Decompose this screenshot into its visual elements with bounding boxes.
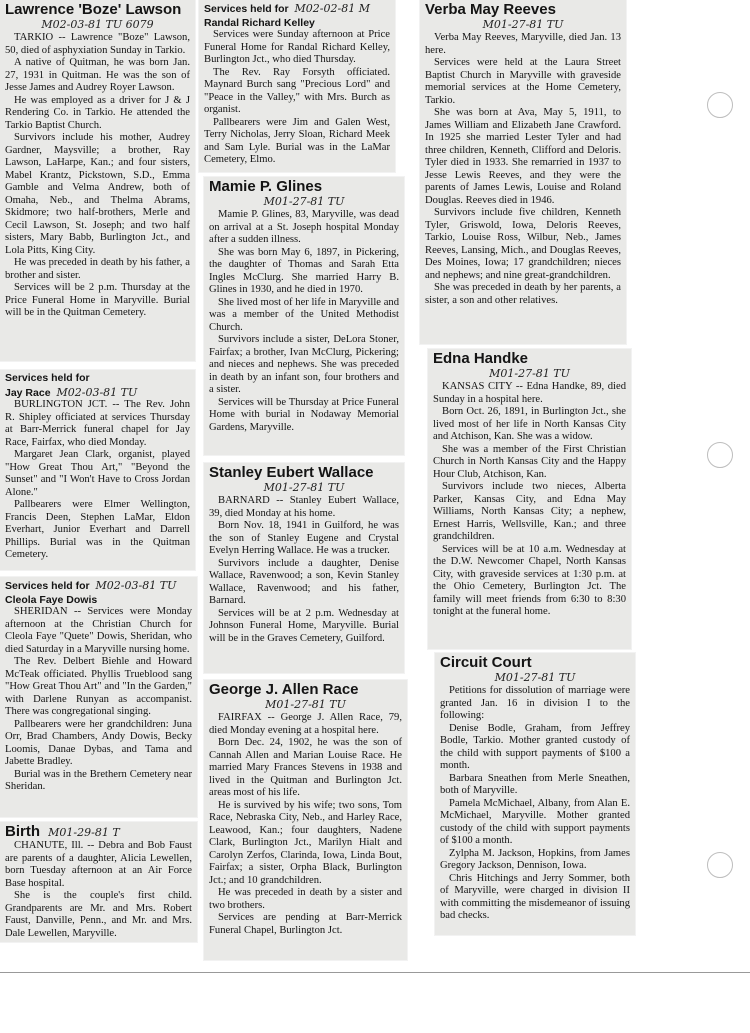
- paragraph: Mamie P. Glines, 83, Maryville, was dead on arrival at a St. Joseph hospital Monday after a sudden illness.: [209, 209, 399, 245]
- paragraph: She lived most of her life in Maryville and was a member of the United Methodist Church.: [209, 296, 399, 333]
- paragraph: She is the couple's first child. Grandparents are Mr. and Mrs. Robert Faust, Danville, Penn., and Mr. and Mrs. Dale Lewellen, Maryville.: [5, 890, 192, 939]
- paragraph: Survivors include a daughter, Denise Wallace, Ravenwood; a son, Kevin Stanley Wallace, Ravenwood; and his father, Barnard.: [209, 557, 399, 606]
- paragraph: Petitions for dissolution of marriage were granted Jan. 16 in division I to the following:: [440, 685, 630, 721]
- paragraph: A native of Quitman, he was born Jan. 27, 1931 in Quitman. He was the son of Jesse James and Audrey Royer Lawson.: [5, 57, 190, 93]
- obituary-wallace: [204, 463, 404, 673]
- paragraph: The Rev. Delbert Biehle and Howard McTeak officiated. Phyllis Trueblood sang "How Great Thou Art" and "In the Garden," with Darlene Runyan as accompanist. There was congregational singing.: [5, 656, 192, 717]
- paragraph: She was born May 6, 1897, in Pickering, the daughter of Thomas and Sarah Etta Ingles McClurg. She married Harry B. Glines in 1930, and he died in 1970.: [209, 246, 399, 295]
- paragraph: He was preceded in death by a sister and two brothers.: [209, 887, 402, 911]
- clip-heading: Verba May Reeves: [425, 1, 556, 18]
- paragraph: Services will be at 10 a.m. Wednesday at the D.W. Newcomer Chapel, North Kansas City, with graveside services at 1:30 p.m. at the Ohio Cemetery, Burlington Jct. The family will meet friends from 6:30 to 8:30 tonight at the funeral home.: [433, 543, 626, 617]
- paragraph: Pallbearers were Jim and Galen West, Terry Nicholas, Jerry Sloan, Richard Meek and Sam Lyle. Burial was in the LaMar Cemetery, Elmo.: [204, 116, 390, 165]
- handwritten-date: M01-27-81 TU: [482, 18, 564, 31]
- paragraph: Pallbearers were Elmer Wellington, Francis Deen, Stephen LaMar, Eldon Everhart, Junior Everhart and Darrell Phillips. Burial was in the Quitman Cemetery.: [5, 499, 190, 560]
- handwritten-date: M01-27-81 TU: [494, 671, 576, 684]
- clip-heading: Circuit Court: [440, 654, 532, 671]
- paragraph: CHANUTE, Ill. -- Debra and Bob Faust are parents of a daughter, Alicia Lewellen, born Tuesday afternoon at an Air Force Base hospital.: [5, 840, 192, 889]
- paragraph: He is survived by his wife; two sons, Tom Race, Nebraska City, Neb., and Harley Race, Leawood, Kan.; four daughters, Nadene Clark, Burlington Jct., Marilyn Hialt and Carolyn Zerfos, Clarinda, Iowa, Linda Bout, Fairfax; a sister, Orpha Black, Burlington Jct.; and 10 grandchildren.: [209, 799, 402, 886]
- binder-hole-bottom: [707, 852, 733, 878]
- paragraph: Pamela McMichael, Albany, from Alan E. McMichael, Maryville. Mother granted custody of the child with support payments of $100 a month.: [440, 797, 630, 846]
- obituary-handke: [428, 349, 631, 649]
- paragraph: Zylpha M. Jackson, Hopkins, from James Gregory Jackson, Dennison, Iowa.: [440, 847, 630, 871]
- paragraph: She was born at Ava, May 5, 1911, to James William and Elizabeth Jane Crawford. In 1925 she married Lester Tyler and had three children, Kenneth, Clifford and Deloris. Tyler died in 1933. She remarried in 1937 to Jesse Lewis Reeves, and they were the parents of James Lewis, Louise and Roland Douglas. Reeves died in 1946.: [425, 107, 621, 206]
- paragraph: BURLINGTON JCT. -- The Rev. John R. Shipley officiated at services Thursday at Barr-Merrick funeral chapel for Jay Race, Fairfax, who died Monday.: [5, 399, 190, 448]
- clip-heading: Birth M01-29-81 T: [5, 823, 120, 840]
- paragraph: Services were held at the Laura Street Baptist Church in Maryville with graveside memorial services at the Home Cemetery, Tarkio.: [425, 57, 621, 106]
- clip-heading: Edna Handke: [433, 350, 529, 367]
- handwritten-date: M01-27-81 TU: [263, 481, 345, 494]
- obituary-glines: [204, 177, 404, 455]
- paragraph: SHERIDAN -- Services were Monday afternoon at the Christian Church for Cleola Faye "Quete" Dowis, Sheridan, who died Saturday in a Maryville nursing home.: [5, 606, 192, 655]
- clip-heading-line2: Cleola Faye Dowis: [5, 594, 98, 606]
- paragraph: Chris Hitchings and Jerry Sommer, both of Maryville, were charged in division II with committing the misdemeanor of issuing bad checks.: [440, 872, 630, 921]
- paragraph: Survivors include two nieces, Alberta Parker, Kansas City, and Edna May Williams, North Kansas City; a nephew, Ernest Harris, Wellsville, Kan.; and three grandchildren.: [433, 481, 626, 542]
- paragraph: Margaret Jean Clark, organist, played "How Great Thou Art," "Beyond the Sunset" and "I Won't Have to Cross Jordan Alone.": [5, 449, 190, 498]
- services-randal-kelley: [199, 0, 395, 172]
- obituary-reeves: [420, 0, 626, 344]
- paragraph: Services were Sunday afternoon at Price Funeral Home for Randal Richard Kelley, Burlington Jct., who died Thursday.: [204, 29, 390, 65]
- paragraph: Survivors include a sister, DeLora Stoner, Fairfax; a brother, Ivan McClurg, Pickering; and nieces and nephews. She was preceded in death by an infant son, four brothers and a sister.: [209, 334, 399, 395]
- paragraph: She was a member of the First Christian Church in North Kansas City and the Happy Hour Club, Atchison, Kan.: [433, 443, 626, 480]
- clip-heading: Stanley Eubert Wallace: [209, 464, 374, 481]
- paragraph: Pallbearers were her grandchildren: Juna Orr, Brad Chambers, Andy Dowis, Becky Loomis, Danae Dybas, and Tama and Jabette Bradley.: [5, 718, 192, 767]
- paragraph: She was preceded in death by her parents, a sister, a son and other relatives.: [425, 282, 621, 306]
- clip-heading-line1: Services held for M02-02-81 M: [204, 2, 370, 15]
- paragraph: Born Dec. 24, 1902, he was the son of Cannah Allen and Marian Louise Race. He married Mary Frances Stevens in 1938 and lived in the Quitman and Burlington Jct. areas most of his life.: [209, 737, 402, 798]
- handwritten-date: M01-29-81 T: [48, 826, 120, 839]
- paragraph: Survivors include his mother, Audrey Gardner, Maysville; a brother, Ray Lawson, LaHarpe, Kan.; and four sisters, Mabel Krantz, Pickstown, S.D., Emma Gamble and Velma Andrew, both of Omaha, Neb., and Thelma Abrams, Skidmore; two half-brothers, Merle and Cecil Lawson, St. Joseph; and two half sisters, Mary Babb, Burlington Jct., and Lola Pitts, King City.: [5, 132, 190, 256]
- circuit-court: [435, 653, 635, 935]
- paragraph: The Rev. Ray Forsyth officiated. Maynard Burch sang "Precious Lord" and "Peace in the Valley," with Mrs. Burch as organist.: [204, 66, 390, 115]
- services-cleola-dowis: [0, 577, 197, 817]
- obituary-allen-race: [204, 680, 407, 960]
- clip-heading: Lawrence 'Boze' Lawson: [5, 1, 182, 18]
- clip-heading-line1: Services held for: [5, 372, 90, 384]
- paragraph: Denise Bodle, Graham, from Jeffrey Bodle, Tarkio. Mother granted custody of the child with support payments of $100 a month.: [440, 722, 630, 771]
- handwritten-date: M02-03-81 TU: [56, 386, 138, 399]
- paragraph: Survivors include five children, Kenneth Tyler, Griswold, Iowa, Deloris Reeves, Tarkio, Louise Ross, Wilbur, Neb., James Reeves, Lansing, Mich., and Douglas Reeves, Des Moines, Iowa; 17 grandchildren; nieces and nephews; and nine great-grandchildren.: [425, 207, 621, 281]
- clip-heading: George J. Allen Race: [209, 681, 359, 698]
- paragraph: BARNARD -- Stanley Eubert Wallace, 39, died Monday at his home.: [209, 495, 399, 519]
- handwritten-date: M02-03-81 TU 6079: [41, 18, 154, 31]
- handwritten-date: M01-27-81 TU: [263, 195, 345, 208]
- paragraph: He was preceded in death by his father, a brother and sister.: [5, 257, 190, 281]
- paragraph: Burial was in the Brethern Cemetery near Sheridan.: [5, 768, 192, 792]
- clip-heading: Mamie P. Glines: [209, 178, 323, 195]
- paragraph: Services will be at 2 p.m. Wednesday at Johnson Funeral Home, Maryville. Burial will be in the Graves Cemetery, Guilford.: [209, 607, 399, 644]
- paragraph: FAIRFAX -- George J. Allen Race, 79, died Monday evening at a hospital here.: [209, 712, 402, 736]
- binder-hole-top: [707, 92, 733, 118]
- handwritten-date: M01-27-81 TU: [489, 367, 570, 380]
- paragraph: Services will be 2 p.m. Thursday at the Price Funeral Home in Maryville. Burial will be in the Quitman Cemetery.: [5, 282, 190, 318]
- handwritten-date: M01-27-81 TU: [265, 698, 346, 711]
- services-jay-race: [0, 370, 195, 570]
- clip-heading-line2: Randal Richard Kelley: [204, 17, 315, 29]
- obituary-lawson: [0, 0, 195, 361]
- binder-hole-middle: [707, 442, 733, 468]
- paragraph: TARKIO -- Lawrence "Boze" Lawson, 50, died of asphyxiation Sunday in Tarkio.: [5, 32, 190, 56]
- paragraph: Born Oct. 26, 1891, in Burlington Jct., she lived most of her life in North Kansas City and Atchison, Kan. She was a widow.: [433, 406, 626, 442]
- clip-heading-line2: Jay Race M02-03-81 TU: [5, 386, 138, 399]
- scan-edge-line: [0, 972, 750, 973]
- paragraph: Services will be Thursday at Price Funeral Home with burial in Nodaway Memorial Gardens, Maryville.: [209, 396, 399, 433]
- paragraph: Verba May Reeves, Maryville, died Jan. 13 here.: [425, 32, 621, 56]
- handwritten-date: M02-02-81 M: [294, 2, 370, 15]
- paragraph: Born Nov. 18, 1941 in Guilford, he was the son of Stanley Eugene and Crystal Evelyn Herring Wallace. He was a trucker.: [209, 520, 399, 556]
- paragraph: KANSAS CITY -- Edna Handke, 89, died Sunday in a hospital here.: [433, 381, 626, 405]
- handwritten-date: M02-03-81 TU: [95, 579, 177, 592]
- clip-heading-line1: Services held for M02-03-81 TU: [5, 579, 177, 592]
- paragraph: Barbara Sneathen from Merle Sneathen, both of Maryville.: [440, 772, 630, 796]
- paragraph: Services are pending at Barr-Merrick Funeral Chapel, Burlington Jct.: [209, 912, 402, 936]
- paragraph: He was employed as a driver for J & J Rendering Co. in Tarkio. He attended the Tarkio Baptist Church.: [5, 94, 190, 131]
- birth-announcement: [0, 822, 197, 942]
